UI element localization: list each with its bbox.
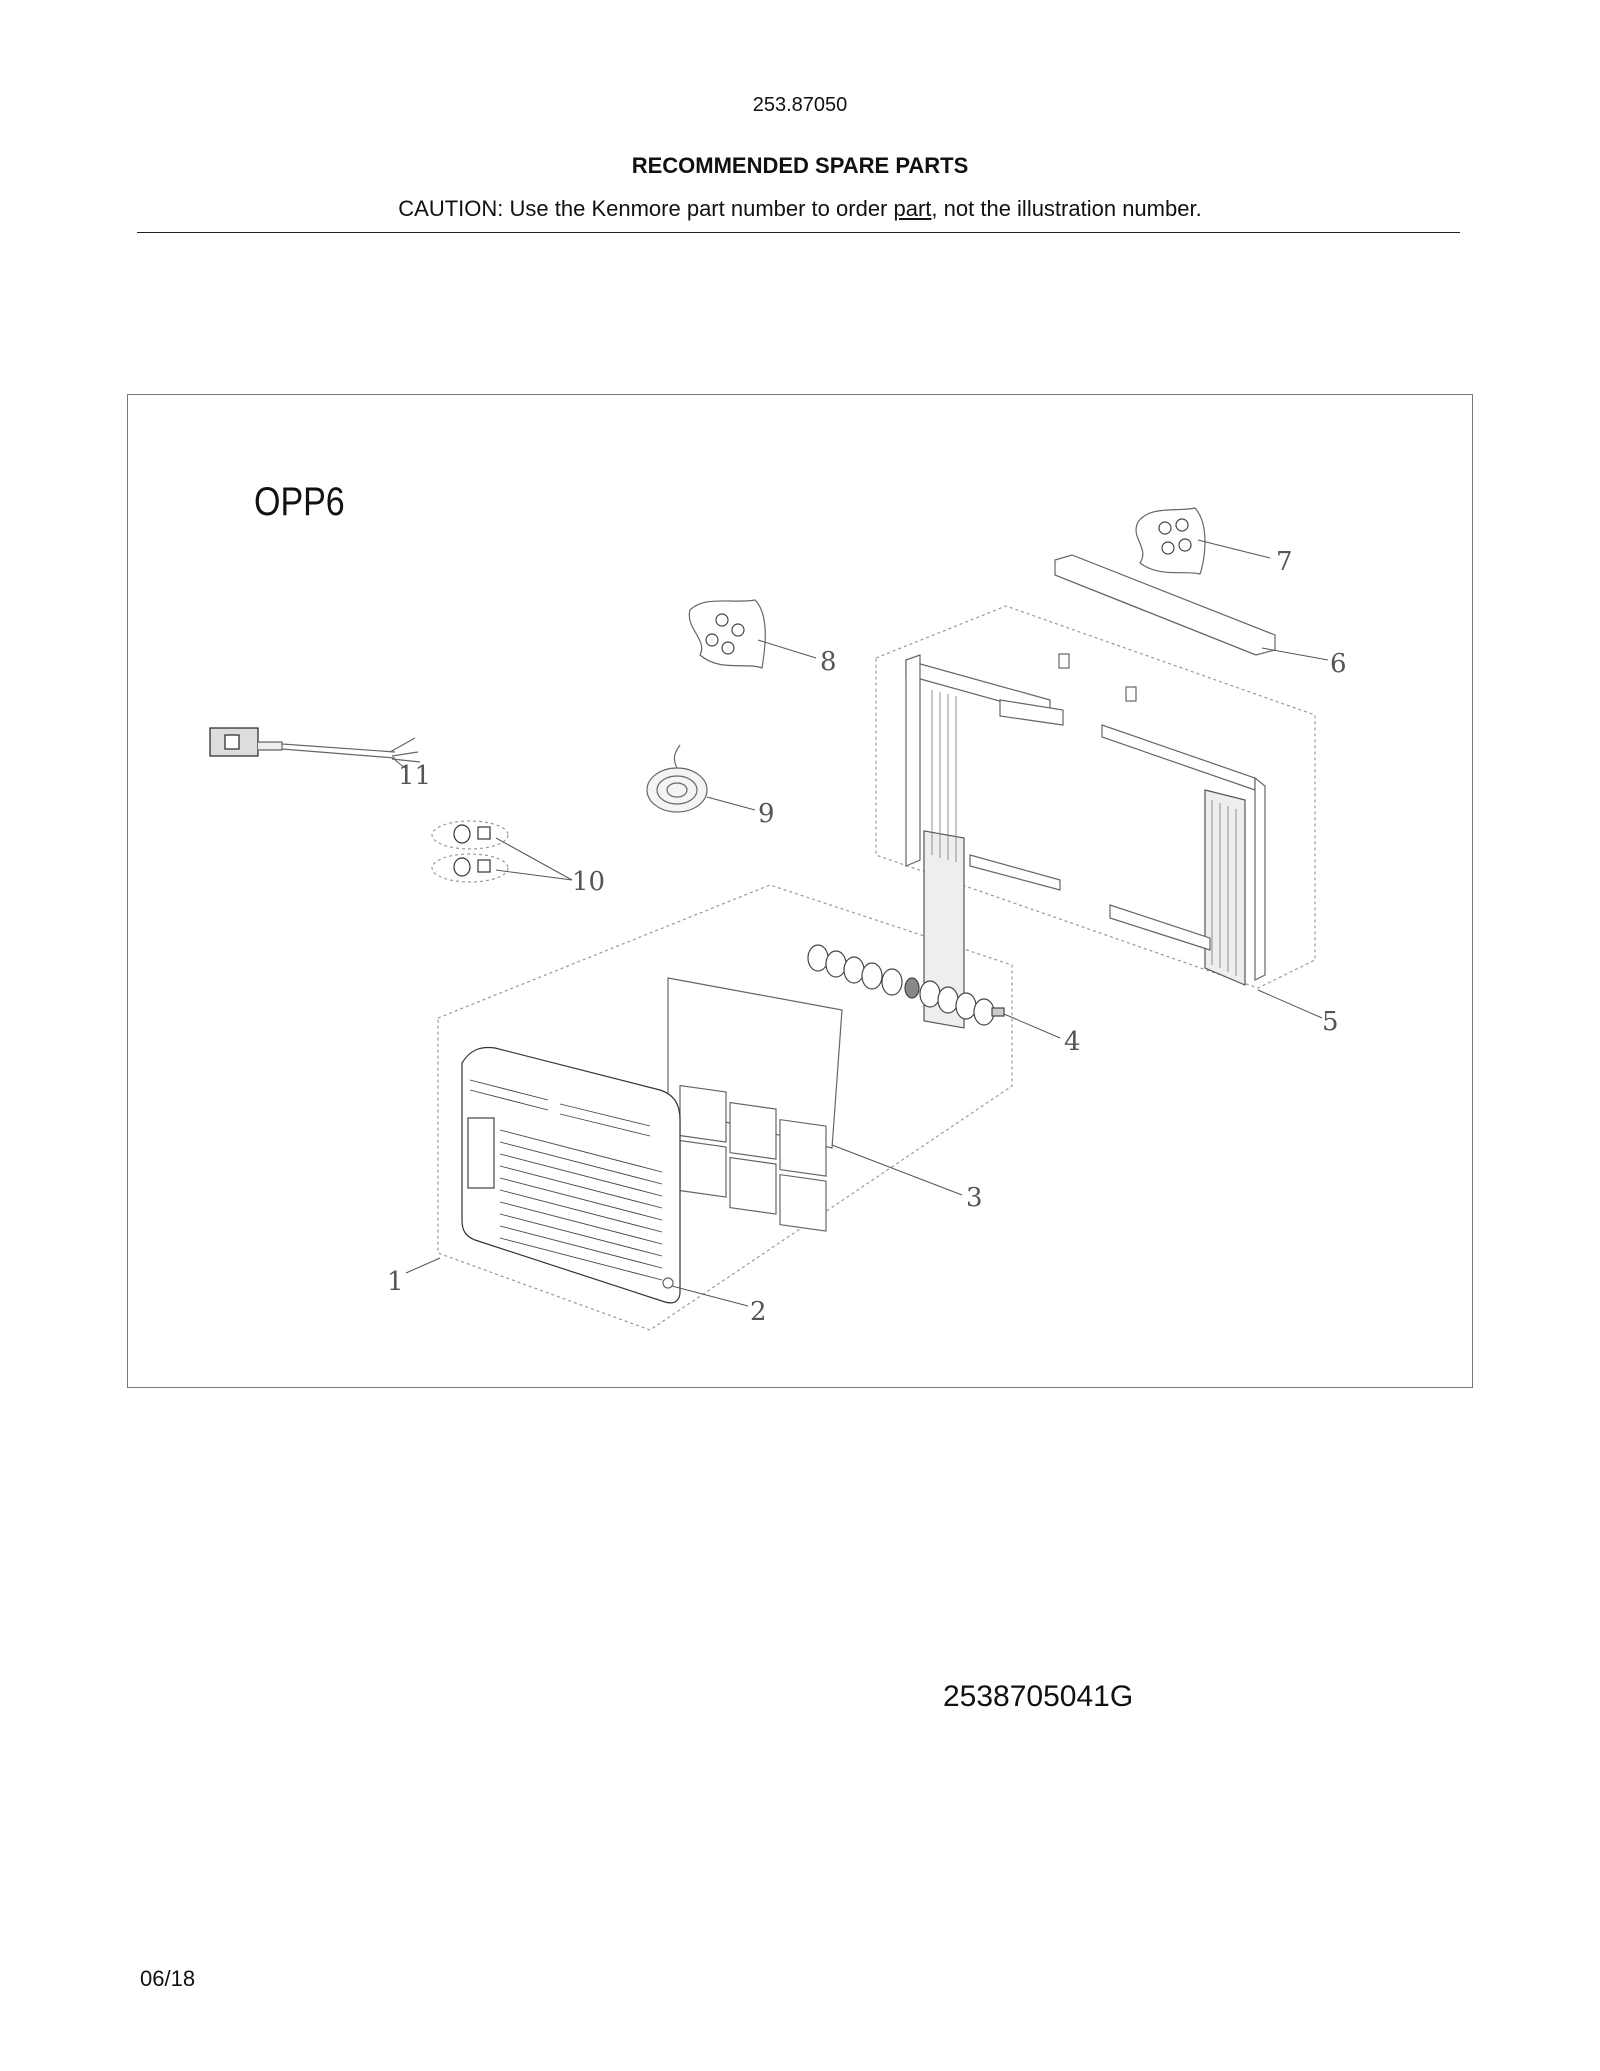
screw-packet-part-7 — [1136, 508, 1205, 574]
callout-6: 6 — [1330, 649, 1347, 679]
callout-9: 9 — [758, 799, 775, 829]
knob-part-b — [478, 827, 490, 839]
knob-part-a — [454, 825, 470, 843]
callout-3: 3 — [966, 1183, 983, 1213]
callout-1: 1 — [387, 1267, 404, 1297]
callout-11: 11 — [398, 761, 432, 791]
foam-seal-roll-part — [647, 745, 707, 812]
revision-date: 06/18 — [140, 1966, 196, 1991]
callout-2: 2 — [750, 1297, 767, 1327]
caution-part-word: part — [893, 196, 932, 221]
air-filter-part — [668, 978, 842, 1231]
callout-10: 10 — [572, 867, 606, 897]
page-title: RECOMMENDED SPARE PARTS — [631, 153, 969, 178]
callout-7: 7 — [1276, 547, 1293, 577]
window-panel-part — [906, 654, 1265, 1028]
screw-packet-part-8 — [689, 600, 765, 668]
caution-suffix: , not the illustration number. — [931, 196, 1202, 221]
callout-8: 8 — [820, 647, 837, 677]
callout-5: 5 — [1322, 1007, 1339, 1037]
knob-part-c — [454, 858, 470, 876]
caution-prefix: CAUTION: Use the Kenmore part number to order — [398, 196, 894, 221]
knob-part-d — [478, 860, 490, 872]
knob-hole-part-2 — [663, 1278, 673, 1288]
power-cord-part — [210, 728, 420, 762]
document-number: 2538705041G — [943, 1680, 1134, 1713]
model-number: 253.87050 — [752, 94, 848, 116]
diagram-label: OPP6 — [254, 480, 345, 524]
callout-4: 4 — [1064, 1027, 1081, 1057]
